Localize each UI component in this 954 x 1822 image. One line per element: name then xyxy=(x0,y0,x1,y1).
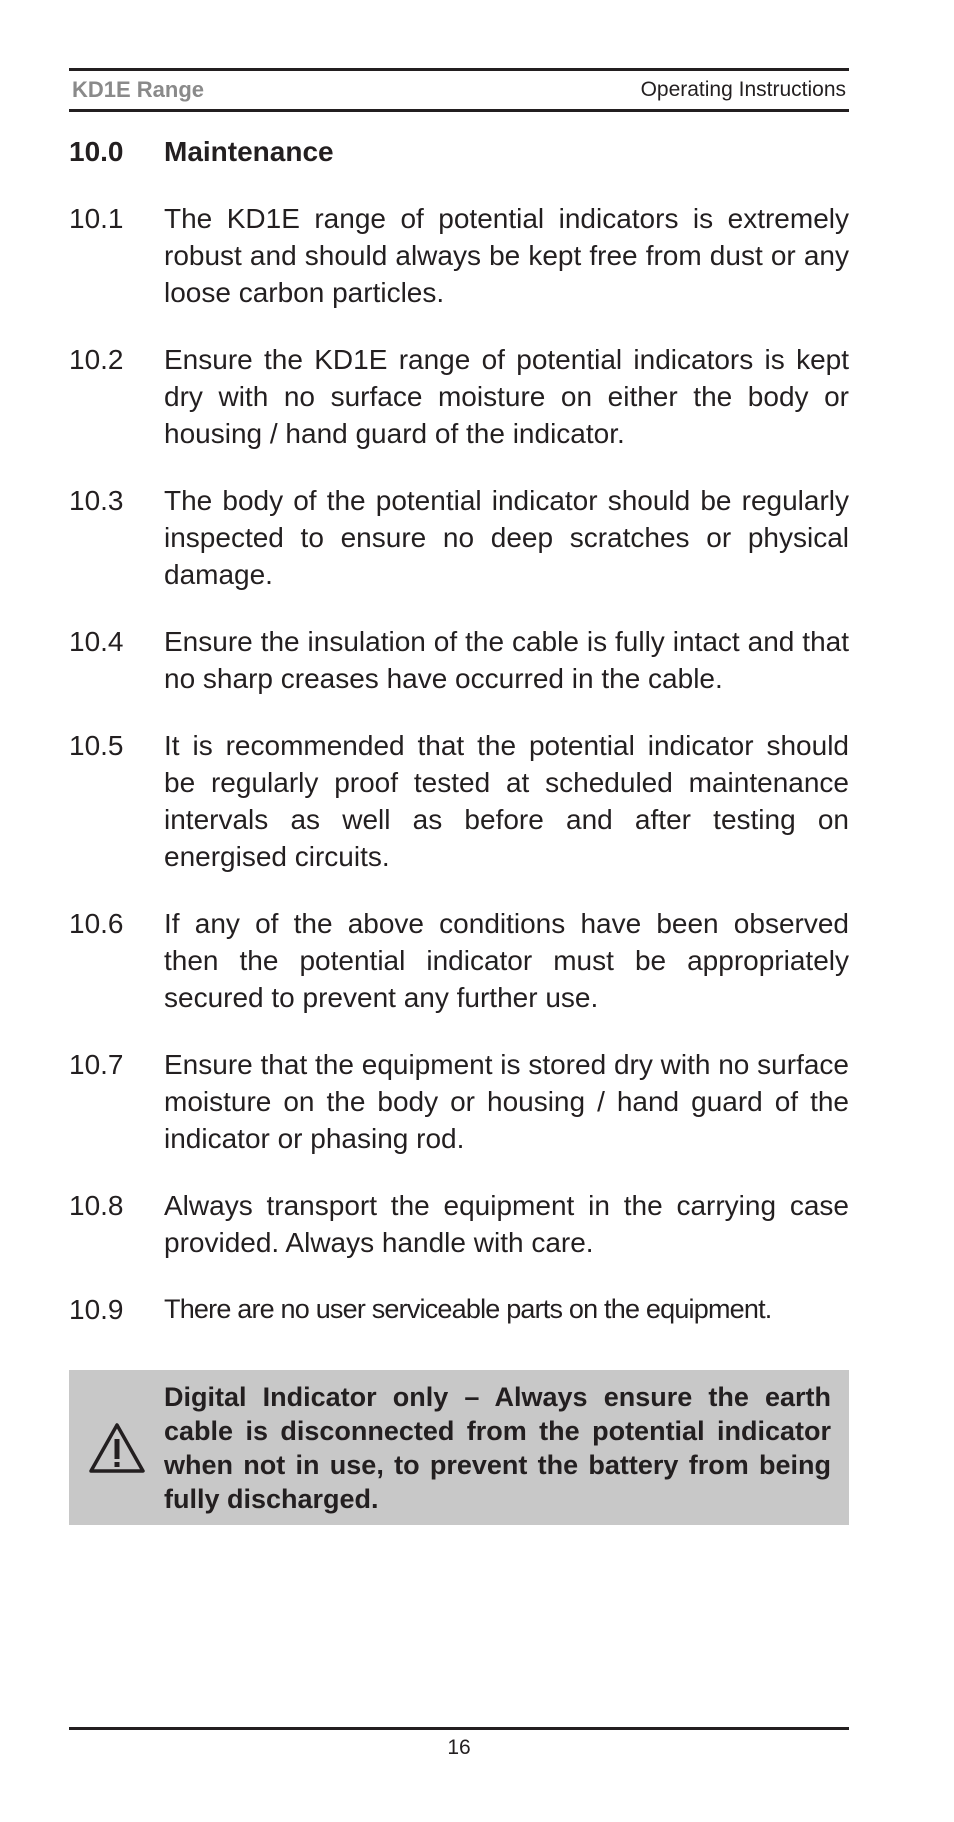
item-text: Ensure the insulation of the cable is fully intact and that no sharp creases have occurred in the cable. xyxy=(164,626,849,694)
item-text: If any of the above conditions have been observed then the potential indicator must be appropriately secured to prevent any further use. xyxy=(164,908,849,1013)
header-document-type: Operating Instructions xyxy=(640,78,846,101)
item-number: 10.2 xyxy=(69,344,124,375)
item-text: It is recommended that the potential indicator should be regularly proof tested at scheduled maintenance intervals as well as before and after testing on energised circuits. xyxy=(164,730,849,872)
item-text: The KD1E range of potential indicators is extremely robust and should always be kept free from dust or any loose carbon particles. xyxy=(164,203,849,308)
item-number: 10.5 xyxy=(69,730,124,761)
list-item xyxy=(69,1046,849,1157)
list-item xyxy=(69,200,849,311)
item-number: 10.4 xyxy=(69,626,124,657)
page-number: 16 xyxy=(447,1736,471,1759)
item-number: 10.9 xyxy=(69,1294,124,1325)
item-text: Ensure the KD1E range of potential indicators is kept dry with no surface moisture on either the body or housing / hand guard of the indicator. xyxy=(164,344,849,449)
section-title: Maintenance xyxy=(164,136,334,167)
section-heading xyxy=(69,134,849,170)
item-number: 10.8 xyxy=(69,1190,124,1221)
item-number: 10.6 xyxy=(69,908,124,939)
item-number: 10.3 xyxy=(69,485,124,516)
item-text: There are no user serviceable parts on the equipment. xyxy=(164,1294,772,1324)
item-number: 10.7 xyxy=(69,1049,124,1080)
item-text: Ensure that the equipment is stored dry with no surface moisture on the body or housing / hand guard of the indicator or phasing rod. xyxy=(164,1049,849,1154)
list-item xyxy=(69,727,849,875)
warning-text: Digital Indicator only – Always ensure the earth cable is disconnected from the potential indicator when not in use, to prevent the battery from being fully discharged. xyxy=(164,1382,831,1514)
list-item xyxy=(69,482,849,593)
maintenance-list xyxy=(69,200,849,1358)
list-item xyxy=(69,1187,849,1261)
list-item xyxy=(69,623,849,697)
list-item xyxy=(69,1291,849,1328)
list-item xyxy=(69,341,849,452)
list-item xyxy=(69,905,849,1016)
document-page xyxy=(69,0,849,1822)
warning-box xyxy=(69,1370,849,1525)
warning-icon-container xyxy=(69,1370,164,1525)
section-number: 10.0 xyxy=(69,136,124,167)
item-text: Always transport the equipment in the carrying case provided. Always handle with care. xyxy=(164,1190,849,1258)
header-product-name: KD1E Range xyxy=(72,77,205,102)
page-header xyxy=(69,68,849,112)
item-number: 10.1 xyxy=(69,203,124,234)
warning-triangle-icon xyxy=(87,1421,147,1475)
footer-divider xyxy=(69,1727,849,1730)
item-text: The body of the potential indicator should be regularly inspected to ensure no deep scratches or physical damage. xyxy=(164,485,849,590)
